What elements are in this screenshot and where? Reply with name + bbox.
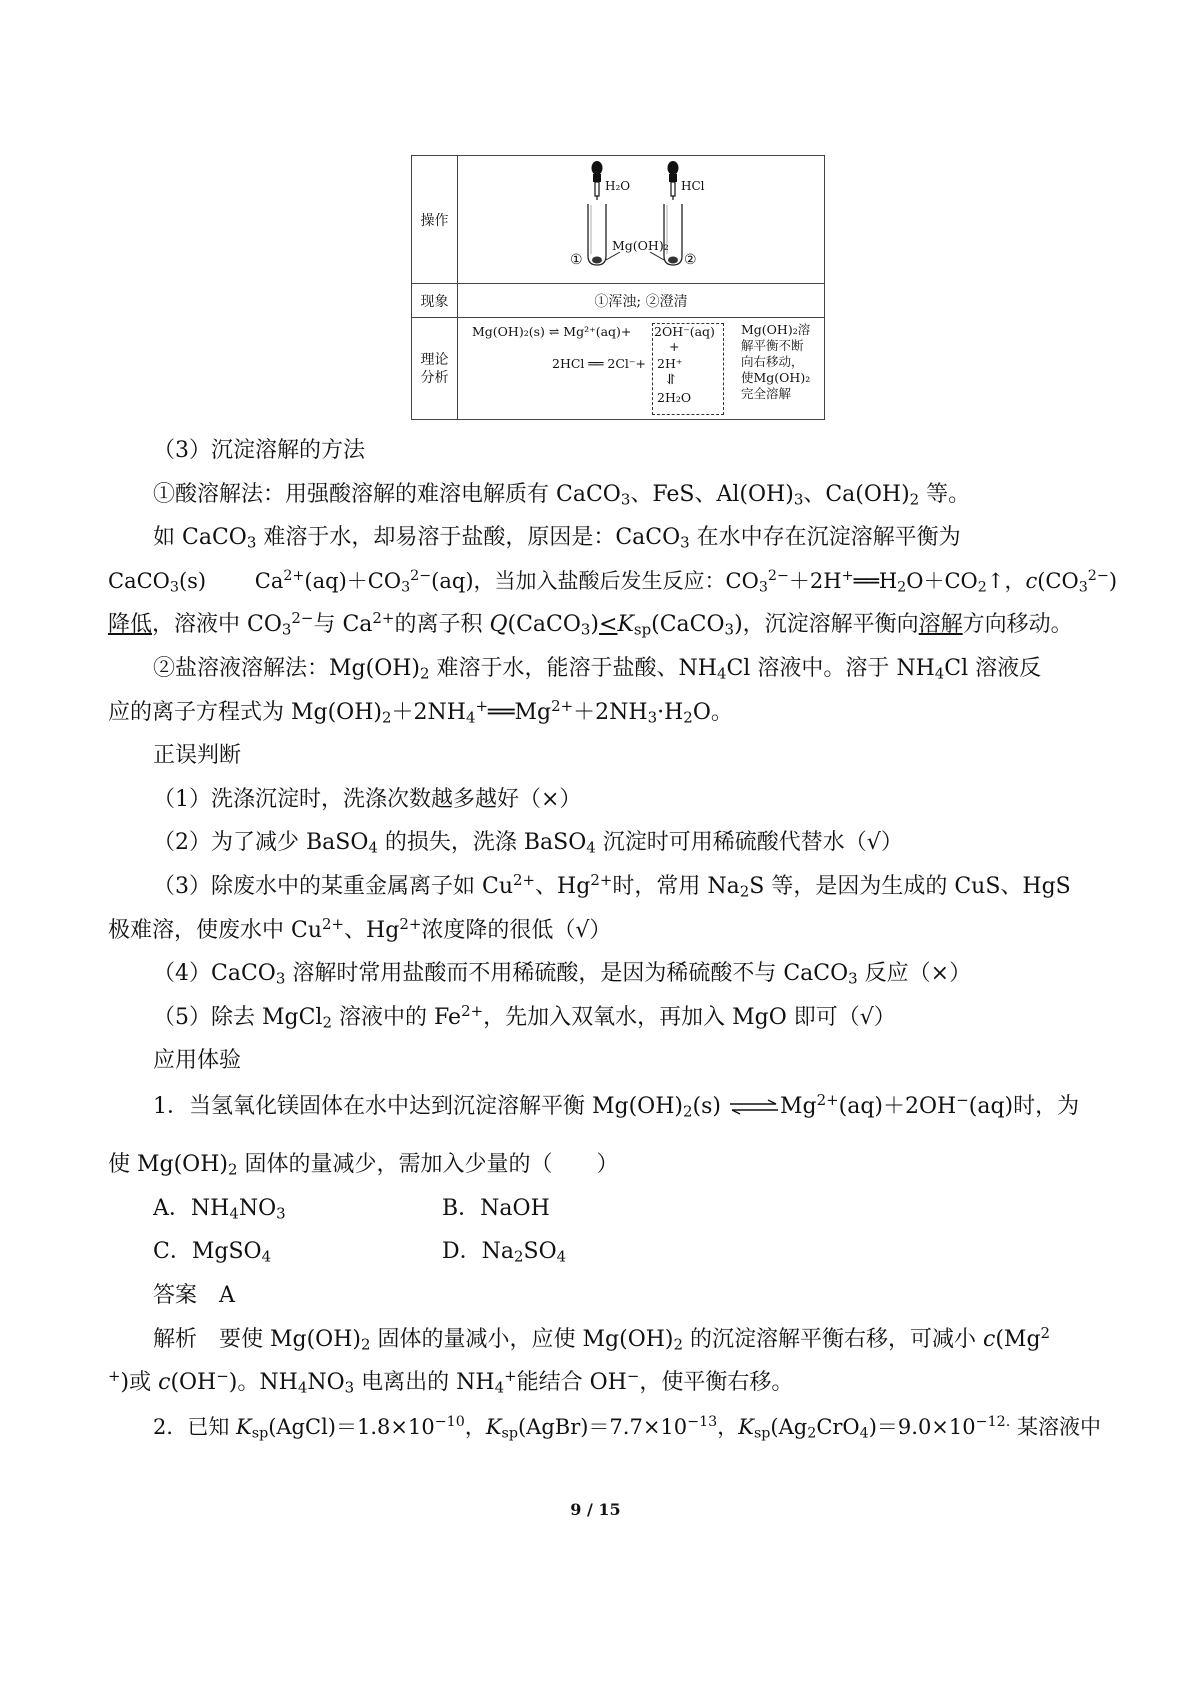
label-operation: 操作 [412,156,458,284]
box-plus: + [669,339,680,354]
label-analysis: 理论 分析 [412,318,458,420]
tube-2-number: ② [684,252,697,268]
table-row-operation [412,156,825,284]
experiment-table [411,155,825,420]
page-number: 9 / 15 [570,1500,621,1519]
judgement-4: （4）CaCO$_3$ 溶解时常用盐酸而不用稀硫酸，是因为稀硫酸不与 CaCO$_3$ 反应（×） [153,961,972,988]
dropper-1-icon [592,161,603,200]
reagent-hcl-label: HCl [681,179,705,193]
judgement-3: （3）除废水中的某重金属离子如 $Cu^{2+}$、$Hg^{2+}$时，常用 $Na_2S$ 等，是因为生成的 CuS、HgS [153,870,1071,901]
analysis-1: 解析 要使 $Mg(OH)_2$ 固体的量减小，应使 $Mg(OH)_2$ 的沉淀溶解平衡右移，可减小 c(Mg$^2$ [153,1323,1051,1354]
answer: 答案 A [153,1283,235,1308]
judgement-2: （2）为了减少 BaSO$_4$ 的损失，洗涤 BaSO$_4$ 沉淀时可用稀硫酸代替水（√） [153,830,903,857]
solid-label: Mg(OH)₂ [612,238,669,253]
heading-application: 应用体验 [153,1048,242,1073]
heading-judgement: 正误判断 [153,743,242,768]
heading-method: （3）沉淀溶解的方法 [153,438,365,463]
label-phenomenon: 现象 [412,284,458,318]
table-row-phenomenon [412,284,825,318]
paragraph-caco3-3: 降低，溶液中 $CO_3^{2-}$与 $Ca^{2+}$的离子积 $Q(CaCO_3)<K_{sp}(CaCO_3)$，沉淀溶解平衡向溶解方向移动。 [108,608,1073,639]
analysis-cell [458,318,825,420]
box-h: 2H⁺ [657,356,683,371]
box-arrow: ⥯ [665,372,677,388]
judgement-5: （5）除去 MgCl$_2$ 溶液中的 $Fe^{2+}$，先加入双氧水，再加入 MgO 即可（√） [153,1001,896,1032]
paragraph-acid: ①酸溶解法：用强酸溶解的难溶电解质有 CaCO$_3$、FeS、$Al(OH)_3$、$Ca(OH)_2$ 等。 [153,482,971,509]
box-water: 2H₂O [657,390,692,405]
paragraph-caco3-1: 如 CaCO$_3$ 难溶于水，却易溶于盐酸，原因是：CaCO$_3$ 在水中存在沉淀溶解平衡为 [153,525,961,552]
dropper-2-icon [668,161,679,200]
paragraph-salt-2: 应的离子方程式为 $Mg(OH)_2+2NH_4^+══Mg^{2+}+2NH_3\cdot H_2O$。 [108,696,733,727]
question-2: 2．已知 $K_{sp}(AgCl)=1.8\times 10^{-10}$，$K_{sp}(AgBr)=7.7\times 10^{-13}$，$K_{sp}(Ag_2CrO_4)=9.0\times 10^{-12.}$ 某溶液中 [153,1414,1101,1442]
judgement-3-cont: 极难溶，使废水中 $Cu^{2+}$、$Hg^{2+}$浓度降的很低（√） [108,914,612,943]
equation-1: Mg(OH)₂(s) ⇌ Mg²⁺(aq)+ [472,324,632,339]
box-oh: 2OH⁻(aq) [654,324,715,339]
question-1-cont: 使 $Mg(OH)_2$ 固体的量减少，需加入少量的（ ） [108,1152,619,1179]
option-b: B．NaOH [442,1196,550,1221]
equilibrium-arrow-icon [728,1099,780,1115]
paragraph-caco3-2: CaCO$_3$(s) $Ca^{2+}(aq)+CO_3^{2-}(aq)$，当加入盐酸后发生反应：$CO_3^{2-}+2H^+══H_2O+CO_2↑$，$c(CO_3^{2-})$ [108,568,1118,596]
test-tube-1-icon [588,204,606,265]
judgement-1: （1）洗涤沉淀时，洗涤次数越多越好（×） [153,787,582,812]
test-tube-diagram [458,156,826,283]
option-c: C．MgSO$_4$ [153,1239,272,1266]
reagent-h2o-label: H₂O [605,179,631,193]
paragraph-salt-1: ②盐溶液溶解法：$Mg(OH)_2$ 难溶于水，能溶于盐酸、$NH_4Cl$ 溶液中。溶于 $NH_4Cl$ 溶液反 [153,656,1042,683]
table-row-analysis [412,318,825,420]
test-tube-2-icon [664,204,682,265]
option-d: D．$Na_2SO_4$ [442,1239,567,1266]
operation-diagram-cell [458,156,825,284]
analysis-2: +)或 c(OH−)。$NH_4NO_3$ 电离出的 $NH_4^+$能结合 OH−，使平衡右移。 [108,1366,794,1397]
conclusion-text: Mg(OH)₂溶 解平衡不断 向右移动， 使Mg(OH)₂ 完全溶解 [741,322,811,401]
question-1: 1．当氢氧化镁固体在水中达到沉淀溶解平衡 $Mg(OH)_2(s)$ $Mg^{2+}(aq)+2OH^-(aq)$时，为 [153,1090,1080,1121]
phenomenon-text: ①浑浊; ②澄清 [458,284,825,318]
equation-2: 2HCl ══ 2Cl⁻+ [552,356,647,371]
tube-1-number: ① [570,252,583,268]
option-a: A．$NH_4NO_3$ [153,1196,286,1223]
